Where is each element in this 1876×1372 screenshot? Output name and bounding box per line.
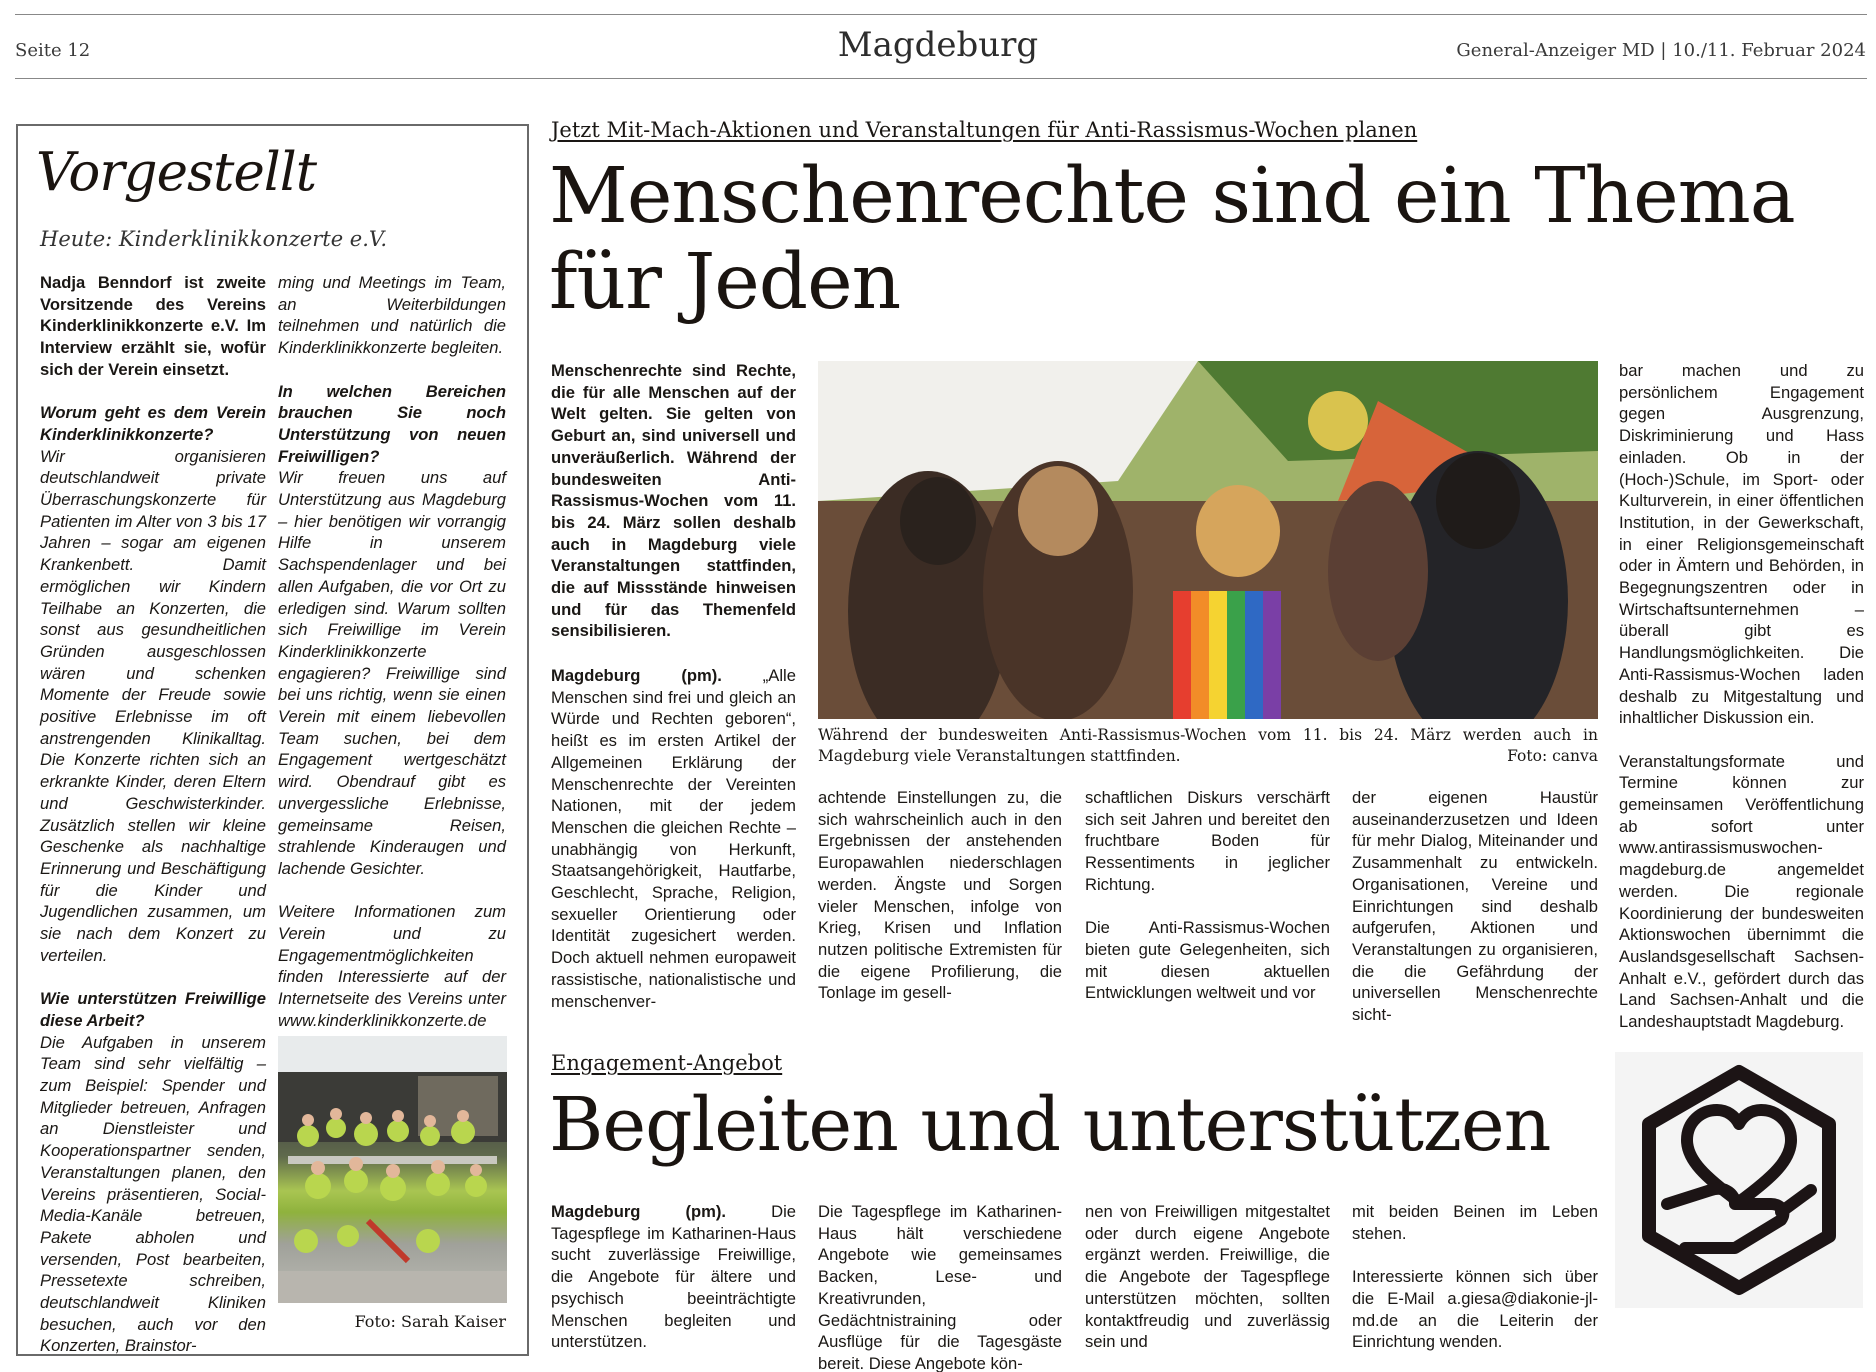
sidebar-question: In welchen Bereichen brauchen Sie noch Unterstützung von neuen Freiwilligen? [278, 381, 506, 466]
dateline: Magdeburg (pm). [551, 666, 722, 685]
article1-body: „Alle Menschen sind frei und gleich an Würde und Rechten geboren“, heißt es im ersten Artikel der Allgemeinen Erklärung der Menschenrechte der Vereinten Nationen, mit der jedem Menschen die gleichen Rechte – unabhängig von Herkunft, Staatsangehörigkeit, Hautfarbe, Geschlecht, Sprache, Religion, sexueller Orientierung oder Identität zugesichert werden. Doch aktuell nehmen europaweit rassistische, nationalistische und menschenver- [551, 666, 796, 1011]
article2-headline: Begleiten und unterstützen [549, 1082, 1551, 1168]
sidebar-question: Wie unterstützen Freiwillige diese Arbeit? [40, 989, 266, 1030]
sidebar-question: Worum geht es dem Verein Kinderklinikkonzerte? [40, 403, 266, 444]
article1-body: bar machen und zu persönlichem Engagement gegen Ausgrenzung, Diskriminierung und Hass einladen. Ob in der (Hoch-)Schule, im Sport- oder Kulturverein, in einer öffentlichen Institution, in der Gewerkschaft, in einer Religionsgemeinschaft oder in Ämtern und Behörden, in Begegnungszentren oder in Wirtschaftsunternehmen – überall gibt es Handlungsmöglichkeiten. Die Anti-Rassismus-Wochen laden deshalb zu Mitgestaltung und inhaltlicher Diskussion ein. [1619, 361, 1864, 728]
article2-body: mit beiden Beinen im Leben stehen. [1352, 1202, 1598, 1243]
article1-column-1 [551, 665, 796, 1012]
sidebar-photo-credit: Foto: Sarah Kaiser [354, 1312, 506, 1331]
article1-headline-line2: für Jeden [549, 238, 901, 327]
article1-lead: Menschenrechte sind Rechte, die für alle Menschen auf der Welt gelten. Sie gelten von Geburt an, sind universell und unveräußerlich. Während der bundesweiten Anti-Rassismus-Wochen vom 11. bis 24. März sollen deshalb auch in Magdeburg viele Veranstaltungen stattfinden, die auf Missstände hinweisen und für das Themenfeld sensibilisieren. [551, 361, 796, 641]
article2-body: Die Tagespflege im Katharinen-Haus sucht zuverlässige Freiwillige, die Angebote für ältere und psychisch beeinträchtigte Menschen begleiten und unterstützen. [551, 1202, 796, 1352]
sidebar-answer: Wir organisieren deutschlandweit private Überraschungskonzerte für Patienten im Alter von 3 bis 17 Jahren – sogar am eigenen Krankenbett. Damit ermöglichen wir Kindern Teilhabe an Konzerten, die sonst aus gesundheitlichen Gründen ausgeschlossen wären und schenken Momente der Freude sowie positive Erlebnisse im oft anstrengenden Klinikalltag. Die Konzerte richten sich an erkrankte Kinder, deren Eltern und Geschwisterkinder. Zusätzlich stellen wir kleine Geschenke als nachhaltige Erinnerung und Beschäftigung für die Kinder und Jugendlichen zusammen, um sie nach dem Konzert zu verteilen. [40, 446, 266, 965]
article2-column-3 [1085, 1201, 1330, 1353]
article2-column-2 [818, 1201, 1062, 1372]
sidebar-column-2 [278, 272, 506, 1032]
sidebar-answer: Die Aufgaben in unserem Team sind sehr vielfältig – zum Beispiel: Spender und Mitglieder betreuen, Anfragen an Dienstleister und Kooperationspartner senden, Veranstaltungen planen, den Vereins präsentieren, Social-Media-Kanäle betreuen, Pakete abholen und versenden, Post bearbeiten, Pressetexte schreiben, deutschlandweit Kliniken besuchen, auch vor den Konzerten, Brainstor- [40, 1032, 266, 1356]
article2-body: Die Tagespflege im Katharinen-Haus hält verschiedene Angebote wie gemeinsames Backen, Lese- und Kreativrunden, Gedächtnistraining oder Ausflüge für die Tagesgäste bereit. Diese Angebote kön- [818, 1202, 1062, 1372]
section-title: Magdeburg [837, 25, 1039, 65]
article2-kicker: Engagement-Angebot [551, 1051, 783, 1075]
publication-info: General-Anzeiger MD | 10./11. Februar 2024 [1456, 40, 1866, 61]
article1-column-3 [1085, 787, 1330, 1004]
article1-body: Veranstaltungsformate und Termine können zur gemeinsamen Veröffentlichung ab sofort unter www.antirassismuswochen-magdeburg.de angemeldet werden. Die regionale Koordinierung der bundesweiten Aktionswochen übernimmt die Auslandsgesellschaft Sachsen-Anhalt e.V., gefördert durch das Land Sachsen-Anhalt und die Landeshauptstadt Magdeburg. [1619, 751, 1864, 1032]
header-rule [15, 78, 1867, 79]
dateline: Magdeburg (pm). [551, 1202, 727, 1221]
article1-body: achtende Einstellungen zu, die sich wahrscheinlich auch in den Ergebnissen der anstehenden Europawahlen niederschlagen werden. Ängste und Sorgen vieler Menschen, infolge von Krieg, Krisen und Inflation nutzen politische Extremisten für die eigene Profilierung, die Tonlage im gesell- [818, 788, 1062, 1003]
article2-body: Interessierte können sich über die E-Mail a.giesa@diakonie-jl-md.de an die Leiterin der Einrichtung wenden. [1352, 1267, 1598, 1352]
heart-in-hand-hexagon-icon [1615, 1052, 1863, 1308]
photo-caption-text: Während der bundesweiten Anti-Rassismus-Wochen vom 11. bis 24. März werden auch in Magdeburg viele Veranstaltungen stattfinden. [818, 726, 1598, 765]
volunteers-illustration [278, 1036, 507, 1303]
sidebar-info: Weitere Informationen zum Verein und zu Engagementmöglichkeiten finden Interessierte auf der Internetseite des Vereins unter www.kinderklinikkonzerte.de [278, 902, 506, 1030]
article1-headline-line1: Menschenrechte sind ein Thema [549, 152, 1795, 241]
crowd-photo [818, 361, 1598, 719]
sidebar-answer: ming und Meetings im Team, an Weiterbildungen teilnehmen und natürlich die Kinderklinikkonzerte begleiten. [278, 273, 506, 358]
article1-column-2 [818, 787, 1062, 1004]
article1-body: der eigenen Haustür auseinanderzusetzen und Ideen für mehr Dialog, Miteinander und Zusammenhalt zu entwickeln. Organisationen, Vereine und Einrichtungen sind deshalb aufgerufen, Aktionen und Veranstaltungen zu organisieren, die die Gefährdung der universellen Menschenrechte sicht- [1352, 788, 1598, 1025]
article1-column-4 [1352, 787, 1598, 1026]
article2-column-1 [551, 1201, 796, 1353]
volunteers-photo [278, 1036, 507, 1303]
article1-column-5 [1619, 360, 1864, 1033]
sidebar-answer: Wir freuen uns auf Unterstützung aus Magdeburg – hier benötigen wir vorrangig Hilfe in unserem Sachspendenlager und bei allen Aufgaben, die vor Ort zu erledigen sind. Warum sollten sich Freiwillige im Verein Kinderklinikkonzerte engagieren? Freiwillige sind bei uns richtig, wenn sie einen Verein mit einem liebevollen Team suchen, bei dem Engagement wertgeschätzt wird. Obendrauf gibt es unvergessliche Erlebnisse, gemeinsame Reisen, strahlende Kinderaugen und lachende Gesichter. [278, 468, 506, 878]
sidebar-title: Vorgestellt [36, 142, 317, 203]
article2-column-4 [1352, 1201, 1598, 1353]
page-number: Seite 12 [15, 40, 91, 61]
article1-body: schaftlichen Diskurs verschärft sich seit Jahren und bereitet den fruchtbare Boden für Ressentiments in jeglicher Richtung. [1085, 788, 1330, 894]
sidebar-column-1 [40, 272, 266, 1357]
crowd-illustration [818, 361, 1598, 719]
top-rule [15, 14, 1867, 15]
photo-credit: Foto: canva [1507, 747, 1598, 765]
article1-body: Die Anti-Rassismus-Wochen bieten gute Gelegenheiten, sich mit diesen aktuellen Entwicklungen weltweit und vor [1085, 918, 1330, 1003]
sidebar-intro: Nadja Benndorf ist zweite Vorsitzende des Vereins Kinderklinikkonzerte e.V. Im Interview erzählt sie, wofür sich der Verein einsetzt. [40, 273, 266, 379]
article2-body: nen von Freiwilligen mitgestaltet oder durch eigene Angebote ergänzt werden. Freiwillige, die die Angebote der Tagespflege unterstützen möchten, sollten kontaktfreudig und zuverlässig sein und [1085, 1202, 1330, 1352]
sidebar-subtitle: Heute: Kinderklinikkonzerte e.V. [40, 227, 388, 251]
article1-kicker: Jetzt Mit-Mach-Aktionen und Veranstaltungen für Anti-Rassismus-Wochen planen [551, 118, 1418, 142]
